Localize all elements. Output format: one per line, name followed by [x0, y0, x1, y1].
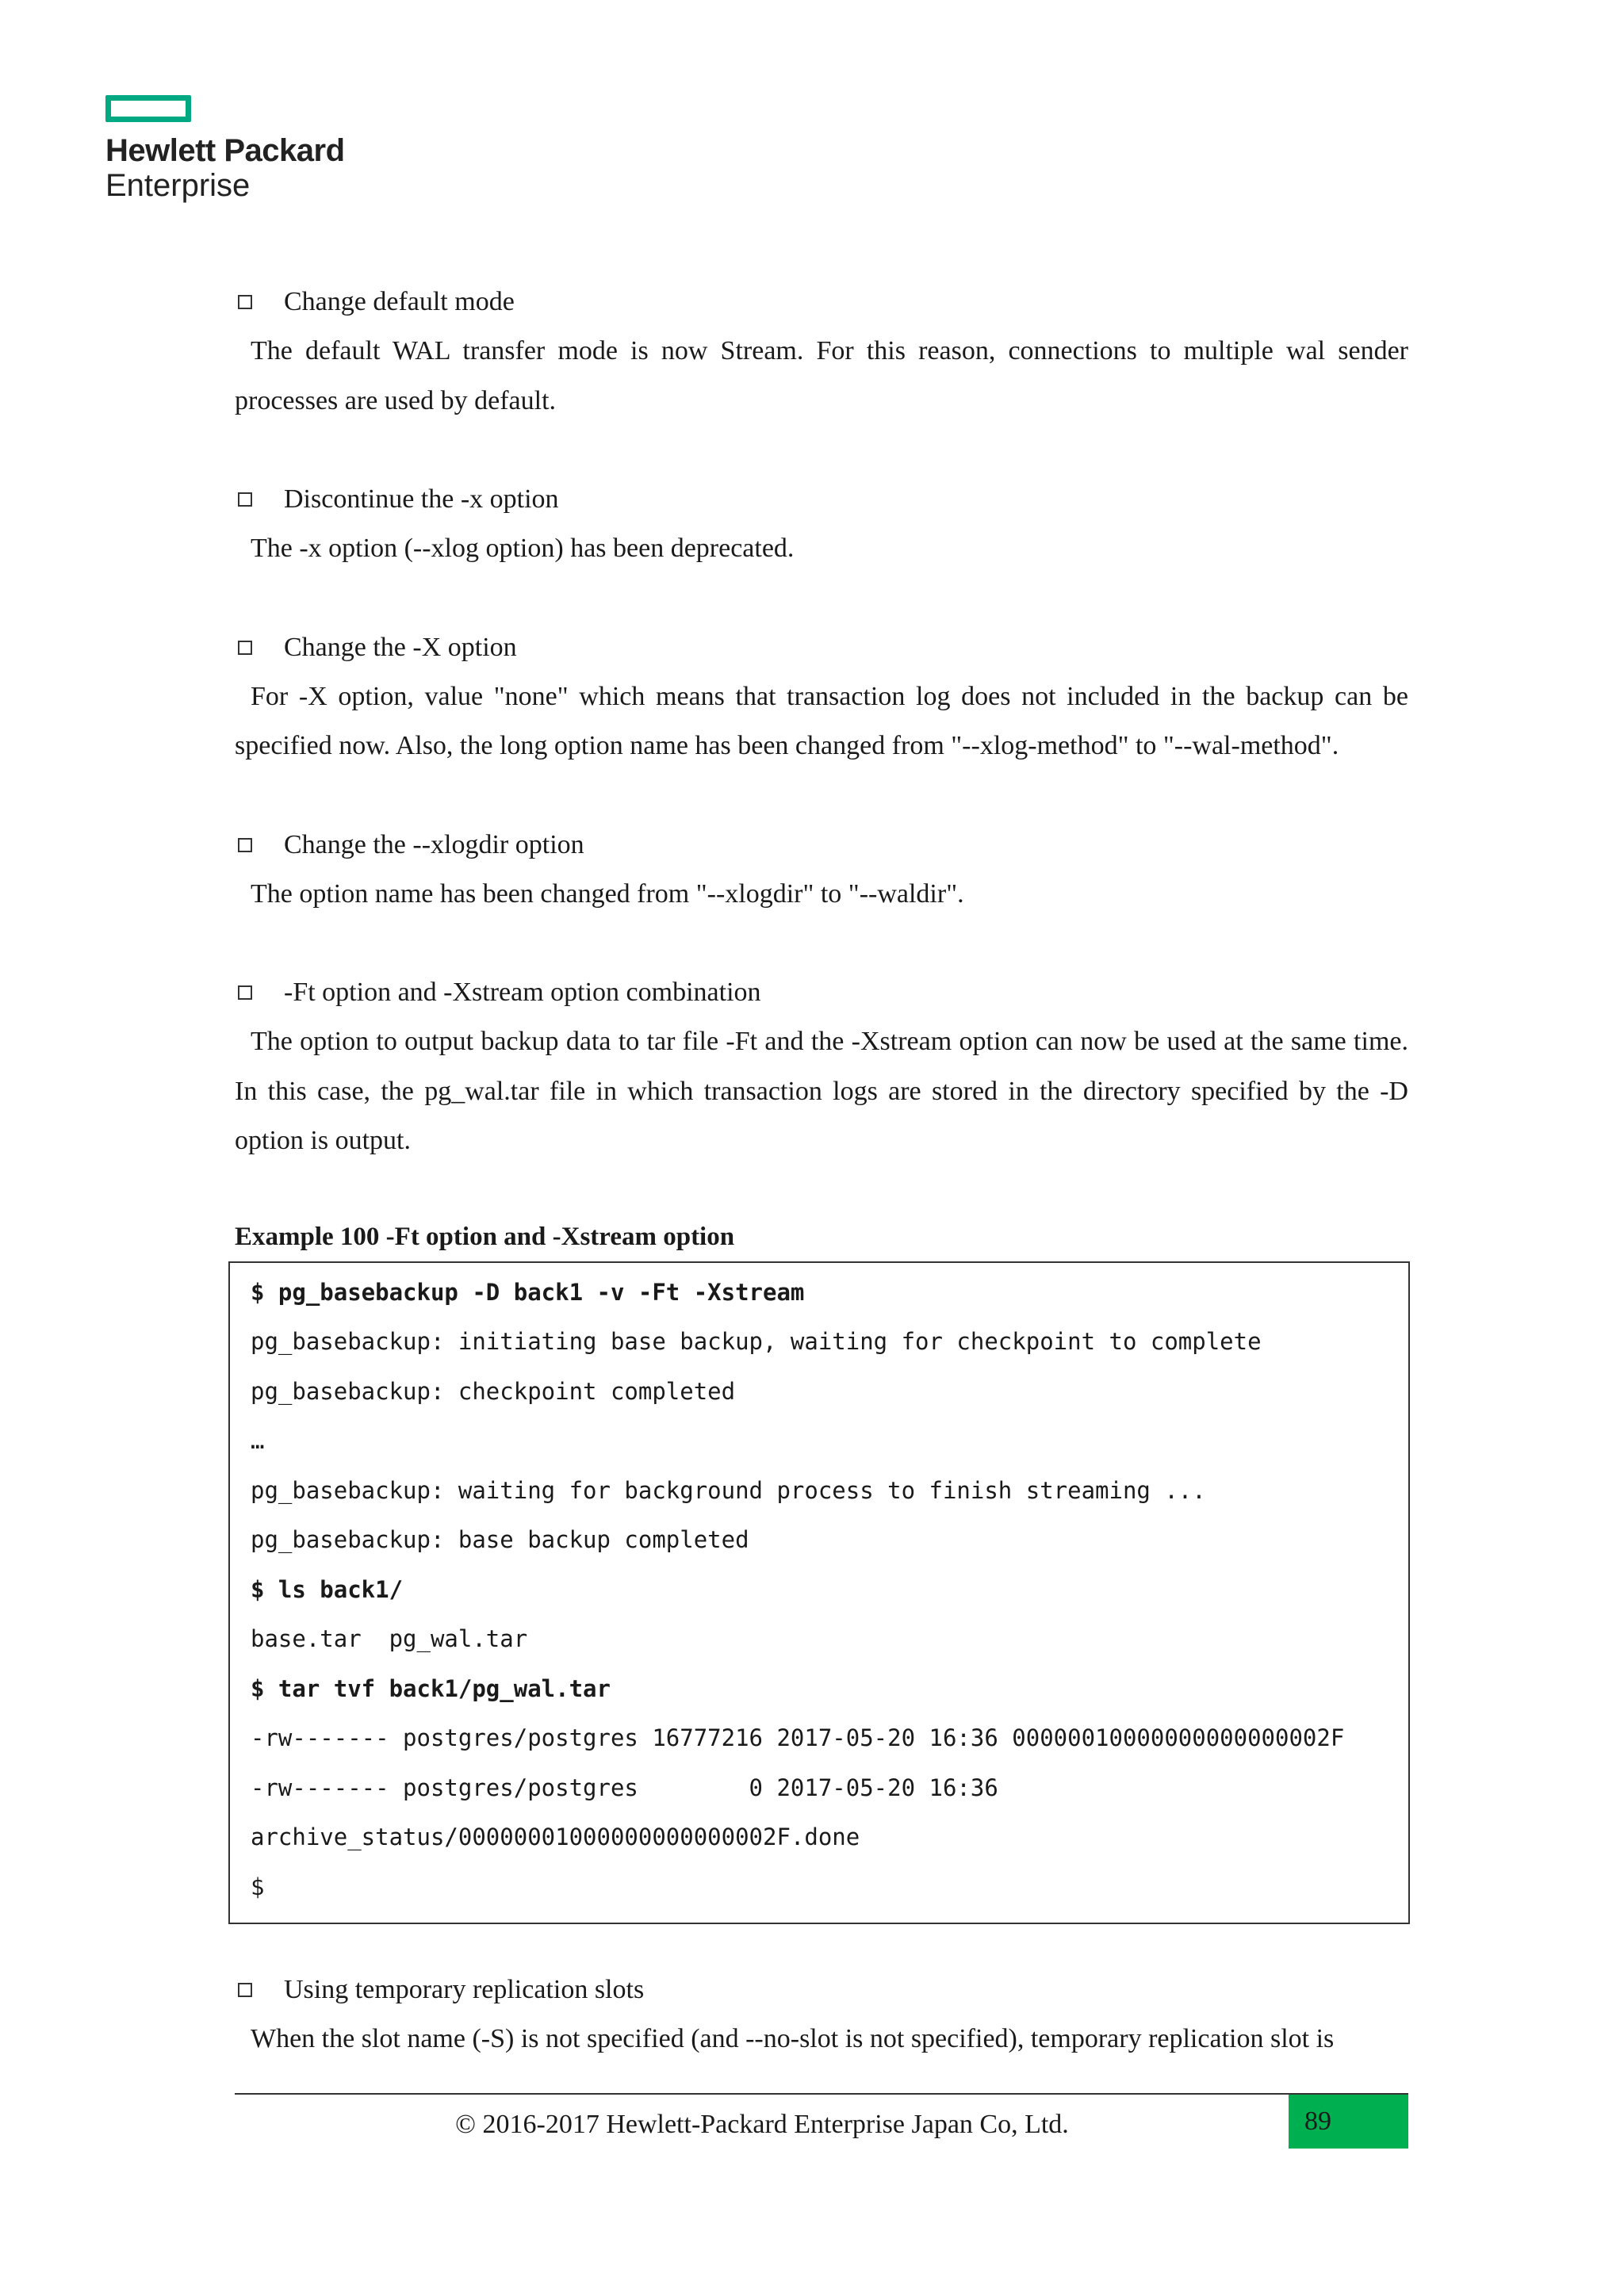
logo-text-line2: Enterprise	[105, 168, 251, 203]
code-output-line: pg_basebackup: initiating base backup, waiting for checkpoint to complete	[251, 1328, 1262, 1355]
checkbox-bullet-icon	[238, 1983, 252, 1997]
section-temporary-replication-slots	[235, 1965, 1408, 2064]
code-output-line: pg_basebackup: base backup completed	[251, 1526, 749, 1553]
code-example-box	[228, 1261, 1410, 1925]
heading-text: Change default mode	[284, 287, 515, 316]
section-paragraph: The default WAL transfer mode is now Stream. For this reason, connections to multiple wal sender processes are used by default.	[235, 336, 1408, 415]
hpe-logo-mark	[105, 95, 191, 122]
section-heading	[235, 968, 1408, 1017]
section-paragraph: When the slot name (-S) is not specified (and --no-slot is not specified), temporary replication slot is	[251, 2024, 1335, 2053]
checkbox-bullet-icon	[238, 641, 252, 655]
document-body	[235, 277, 1408, 2064]
section-change-xlogdir-option	[235, 821, 1408, 920]
hpe-logo	[105, 95, 345, 203]
section-discontinue-x-option	[235, 475, 1408, 574]
section-heading	[235, 821, 1408, 870]
section-change-default-mode	[235, 277, 1408, 426]
checkbox-bullet-icon	[238, 838, 252, 852]
code-command-line: $ ls back1/	[251, 1575, 404, 1603]
checkbox-bullet-icon	[238, 295, 252, 309]
heading-text: Change the --xlogdir option	[284, 829, 584, 859]
code-output-line: pg_basebackup: checkpoint completed	[251, 1377, 736, 1405]
code-output-line: archive_status/00000001000000000000002F.done	[251, 1823, 860, 1850]
section-paragraph: The -x option (--xlog option) has been deprecated.	[251, 534, 795, 563]
section-heading	[235, 1965, 1408, 2015]
checkbox-bullet-icon	[238, 985, 252, 1000]
section-paragraph: For -X option, value "none" which means that transaction log does not included in the backup can be specified now. Also, the long option name has been changed from "--xlog-method" to "--wal-method".	[235, 681, 1408, 760]
section-ft-xstream-combination	[235, 968, 1408, 1166]
code-command-line: $ tar tvf back1/pg_wal.tar	[251, 1674, 611, 1702]
logo-text-line1: Hewlett Packard	[105, 133, 345, 168]
heading-text: -Ft option and -Xstream option combination	[284, 978, 761, 1007]
code-output-line: -rw------- postgres/postgres 16777216 2017-05-20 16:36 00000010000000000000002F	[251, 1724, 1345, 1751]
heading-text: Using temporary replication slots	[284, 1975, 645, 2004]
page-number-badge: 89	[1289, 2095, 1408, 2149]
heading-text: Change the -X option	[284, 632, 517, 662]
code-prompt-line: $	[251, 1873, 265, 1900]
code-command-line: $ pg_basebackup -D back1 -v -Ft -Xstream	[251, 1278, 805, 1306]
heading-text: Discontinue the -x option	[284, 484, 559, 514]
code-output-line: pg_basebackup: waiting for background process to finish streaming ...	[251, 1476, 1206, 1504]
footer-copyright: © 2016-2017 Hewlett-Packard Enterprise Japan Co, Ltd.	[455, 2110, 1069, 2139]
section-change-X-option	[235, 623, 1408, 771]
section-heading	[235, 277, 1408, 327]
example-title: Example 100 -Ft option and -Xstream option	[235, 1222, 735, 1251]
section-paragraph: The option name has been changed from "--xlogdir" to "--waldir".	[251, 878, 964, 909]
section-heading	[235, 623, 1408, 672]
code-output-line: …	[251, 1427, 265, 1454]
section-heading	[235, 475, 1408, 524]
section-paragraph: The option to output backup data to tar file -Ft and the -Xstream option can now be used at the same time. In this case, the pg_wal.tar file in which transaction logs are stored in the directory specified by the -D option is output.	[235, 1027, 1408, 1155]
checkbox-bullet-icon	[238, 492, 252, 507]
footer-divider	[235, 2093, 1408, 2095]
code-output-line: base.tar pg_wal.tar	[251, 1625, 528, 1652]
code-output-line: -rw------- postgres/postgres 0 2017-05-20 16:36	[251, 1774, 998, 1801]
